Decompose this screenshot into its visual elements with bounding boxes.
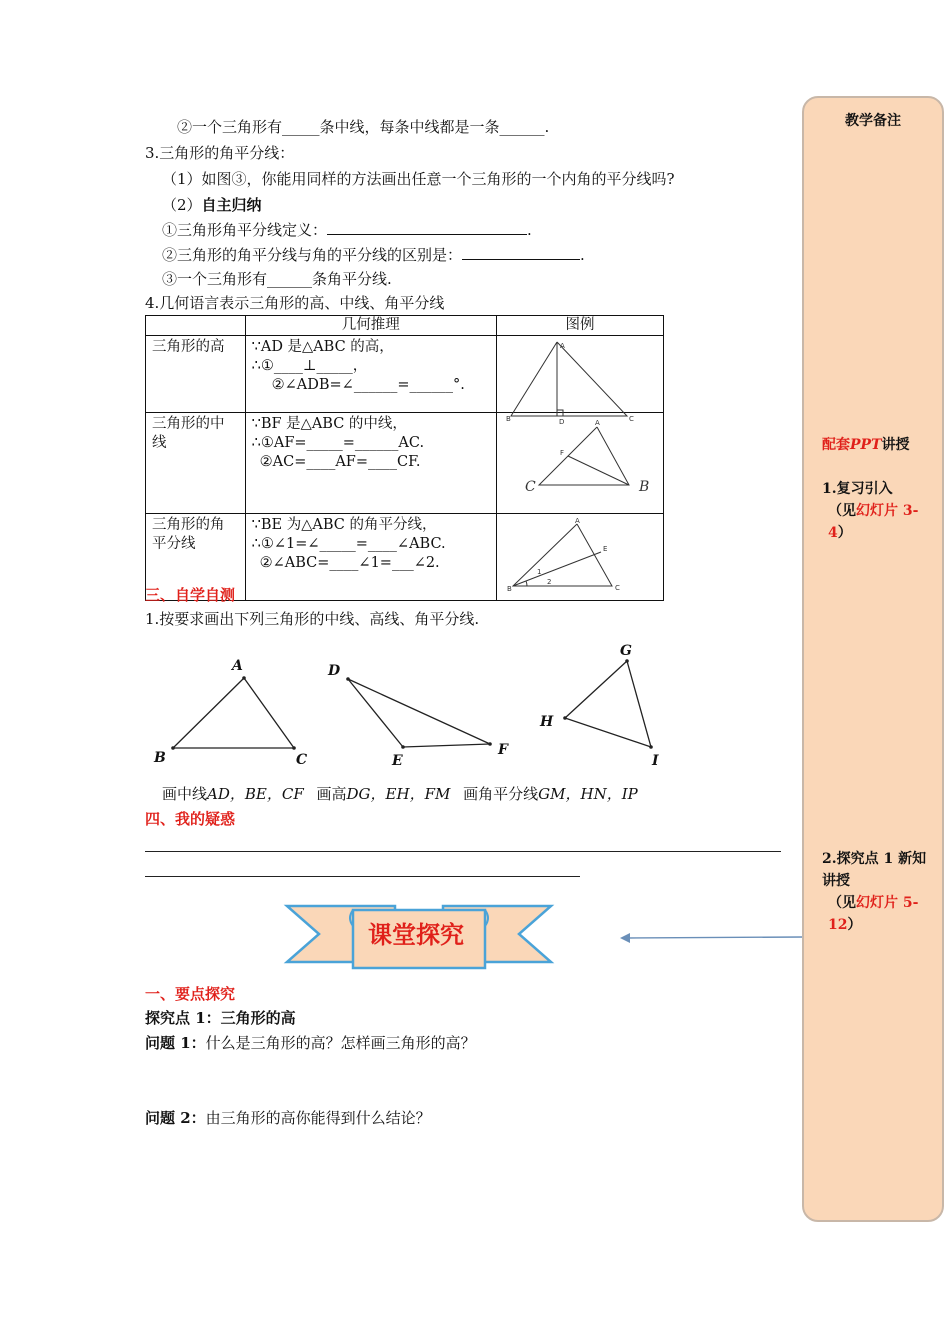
reasoning-line: ②∠ADB=∠______=______°. <box>271 377 465 393</box>
teaching-notes-sidebar <box>802 96 944 1222</box>
ppt-a: 配套 <box>822 437 850 453</box>
row-name-text: 平分线 <box>152 536 196 552</box>
label-a: A <box>232 658 243 674</box>
reasoning-line: ∴①____⊥_____， <box>251 358 368 374</box>
ppt-b: PPT <box>850 437 882 453</box>
q2-prefix: （2） <box>162 196 202 214</box>
vertex-dot <box>563 716 567 720</box>
diff-label: ②三角形的角平分线与角的平分线的区别是： <box>162 246 463 264</box>
figure-bisector-cell <box>496 514 663 601</box>
row-name-text: 三角形的角 <box>152 517 225 533</box>
task-altitude-label: 画高 <box>316 785 347 803</box>
explore-point-1: 探究点 1：三角形的高 <box>145 1009 296 1027</box>
sidebar-item-1 <box>822 478 938 544</box>
header-figure: 图例 <box>496 316 663 336</box>
q2-label: 问题 2： <box>145 1109 206 1127</box>
bisector-question-1: （1）如图③，你能用同样的方法画出任意一个三角形的一个内角的平分线吗? <box>162 170 675 188</box>
altitude-figure <box>497 336 663 426</box>
q1-label: 问题 1： <box>145 1034 206 1052</box>
label-angle-2: 2 <box>546 578 552 586</box>
item2-c: ） <box>847 917 862 933</box>
label-f: F <box>559 449 565 457</box>
row-name-text: 三角形的高 <box>152 339 225 355</box>
doubts-line-1[interactable] <box>145 851 781 852</box>
vertex-dot <box>242 676 246 680</box>
q2-bold: 自主归纳 <box>201 196 262 214</box>
header-empty-cell <box>146 316 246 336</box>
task-median-label: 画中线 <box>162 785 208 803</box>
label-d: D <box>558 418 565 426</box>
task-bisector-segments: GM，HN，IP <box>538 785 638 803</box>
task-altitude-segments: DG，EH，FM <box>346 785 451 803</box>
explore-question-2 <box>145 1108 431 1128</box>
reasoning-line: ∵AD 是△ABC 的高， <box>251 339 394 355</box>
vertex-dot <box>625 659 629 663</box>
label-g: G <box>620 643 632 659</box>
row-name-text: 三角形的中 <box>152 416 225 432</box>
label-angle-1: 1 <box>536 568 542 576</box>
item1-c: ） <box>837 525 852 541</box>
sidebar-title: 教学备注 <box>845 113 901 129</box>
row-name-median <box>146 413 246 514</box>
angle-arc <box>526 581 527 586</box>
row-name-text: 线 <box>152 435 167 451</box>
sidebar-ppt <box>822 434 938 456</box>
task-bisector-label: 画角平分线 <box>463 785 539 803</box>
section-3-heading: 3.三角形的角平分线： <box>145 144 295 162</box>
q1-text: 什么是三角形的高？怎样画三角形的高？ <box>205 1034 476 1052</box>
reasoning-altitude <box>245 336 496 413</box>
bisector-triangle <box>513 524 612 586</box>
label-c: C <box>628 415 634 423</box>
task-median-segments: AD，BE，CF <box>207 785 304 803</box>
arrow-head <box>620 933 630 943</box>
item1-slides: 幻灯片 3-4 <box>828 503 919 541</box>
explore-question-1 <box>145 1033 476 1053</box>
triangle-ghi <box>565 661 651 747</box>
figure-median-cell <box>496 413 663 514</box>
reasoning-line: ∴①∠1=∠_____=____∠ABC. <box>251 536 446 552</box>
bisector-line-be <box>513 552 601 586</box>
reasoning-bisector <box>245 514 496 601</box>
vertex-dot <box>171 746 175 750</box>
arrow-line <box>628 937 804 938</box>
bisector-count-line: ③一个三角形有______条角平分线. <box>162 270 392 288</box>
median-figure <box>497 413 663 507</box>
def-blank[interactable] <box>327 220 527 235</box>
reasoning-median <box>245 413 496 514</box>
vertex-dot <box>292 746 296 750</box>
ppt-c: 讲授 <box>881 437 910 453</box>
median-count-line: ②一个三角形有_____条中线，每条中线都是一条______. <box>177 118 550 136</box>
label-i: I <box>652 753 659 769</box>
selftest-heading: 三、自学自测 <box>145 586 236 604</box>
sidebar-item-2 <box>822 848 934 936</box>
label-b: B <box>506 585 512 593</box>
reasoning-line: ∴①AF=_____=______AC. <box>251 435 425 451</box>
label-h: H <box>540 714 554 730</box>
selftest-triangles <box>140 640 700 775</box>
label-e: E <box>602 545 608 553</box>
def-label: ①三角形角平分线定义： <box>162 221 328 239</box>
bisector-difference-line: ②三角形的角平分线与角的平分线的区别是： . <box>162 246 585 264</box>
figure-altitude-cell <box>496 336 663 426</box>
triangle-abc <box>173 678 294 748</box>
row-name-altitude <box>146 336 246 413</box>
median-triangle <box>539 427 629 485</box>
triangle-def <box>348 679 490 747</box>
bisector-question-2 <box>162 195 262 215</box>
note-arrow <box>618 930 804 946</box>
selftest-tasks <box>162 784 638 804</box>
reasoning-line: ∵BE 为△ABC 的角平分线， <box>251 517 437 533</box>
vertex-dot <box>649 745 653 749</box>
label-b: B <box>505 415 511 423</box>
label-a: A <box>559 342 565 350</box>
doubts-heading: 四、我的疑惑 <box>145 810 236 828</box>
table-header-row <box>146 316 664 336</box>
bisector-figure <box>497 514 663 594</box>
table-row-altitude <box>146 336 664 413</box>
bisector-definition-line: ①三角形角平分线定义： . <box>162 221 532 239</box>
item2-title: 2.探究点 1 新知讲授 <box>822 851 927 889</box>
diff-blank[interactable] <box>462 245 580 260</box>
reasoning-line: ∵BF 是△ABC 的中线， <box>251 416 407 432</box>
label-f: F <box>498 742 508 758</box>
reasoning-line: ②AC=____AF=____CF. <box>259 454 421 470</box>
table-row-median <box>146 413 664 514</box>
item2-slides: 幻灯片 5-12 <box>828 895 919 933</box>
altitude-triangle <box>511 342 627 416</box>
geometry-language-table <box>145 315 664 601</box>
label-b: B <box>154 750 166 766</box>
section-4-heading: 4.几何语言表示三角形的高、中线、角平分线 <box>145 294 445 312</box>
ribbon-title: 课堂探究 <box>368 921 464 949</box>
q2-text: 由三角形的高你能得到什么结论？ <box>205 1109 431 1127</box>
doubts-line-2[interactable] <box>145 876 580 877</box>
explore-heading: 一、要点探究 <box>145 985 236 1003</box>
label-e: E <box>392 753 403 769</box>
label-a: A <box>574 517 580 525</box>
selftest-question-1: 1.按要求画出下列三角形的中线、高线、角平分线. <box>145 610 480 628</box>
label-c: C <box>524 479 536 495</box>
reasoning-line: ②∠ABC=____∠1=___∠2. <box>259 555 440 571</box>
vertex-dot <box>346 677 350 681</box>
label-d: D <box>328 663 341 679</box>
vertex-dot <box>401 745 405 749</box>
label-c: C <box>614 584 620 592</box>
header-reasoning: 几何推理 <box>245 316 496 336</box>
label-a: A <box>594 419 600 427</box>
label-c: C <box>296 752 308 768</box>
median-line-bf <box>568 456 629 485</box>
item2-a: （见 <box>828 895 856 911</box>
item1-title: 1.复习引入 <box>822 481 893 497</box>
item1-a: （见 <box>828 503 856 519</box>
vertex-dot <box>488 742 492 746</box>
label-b: B <box>638 479 650 495</box>
